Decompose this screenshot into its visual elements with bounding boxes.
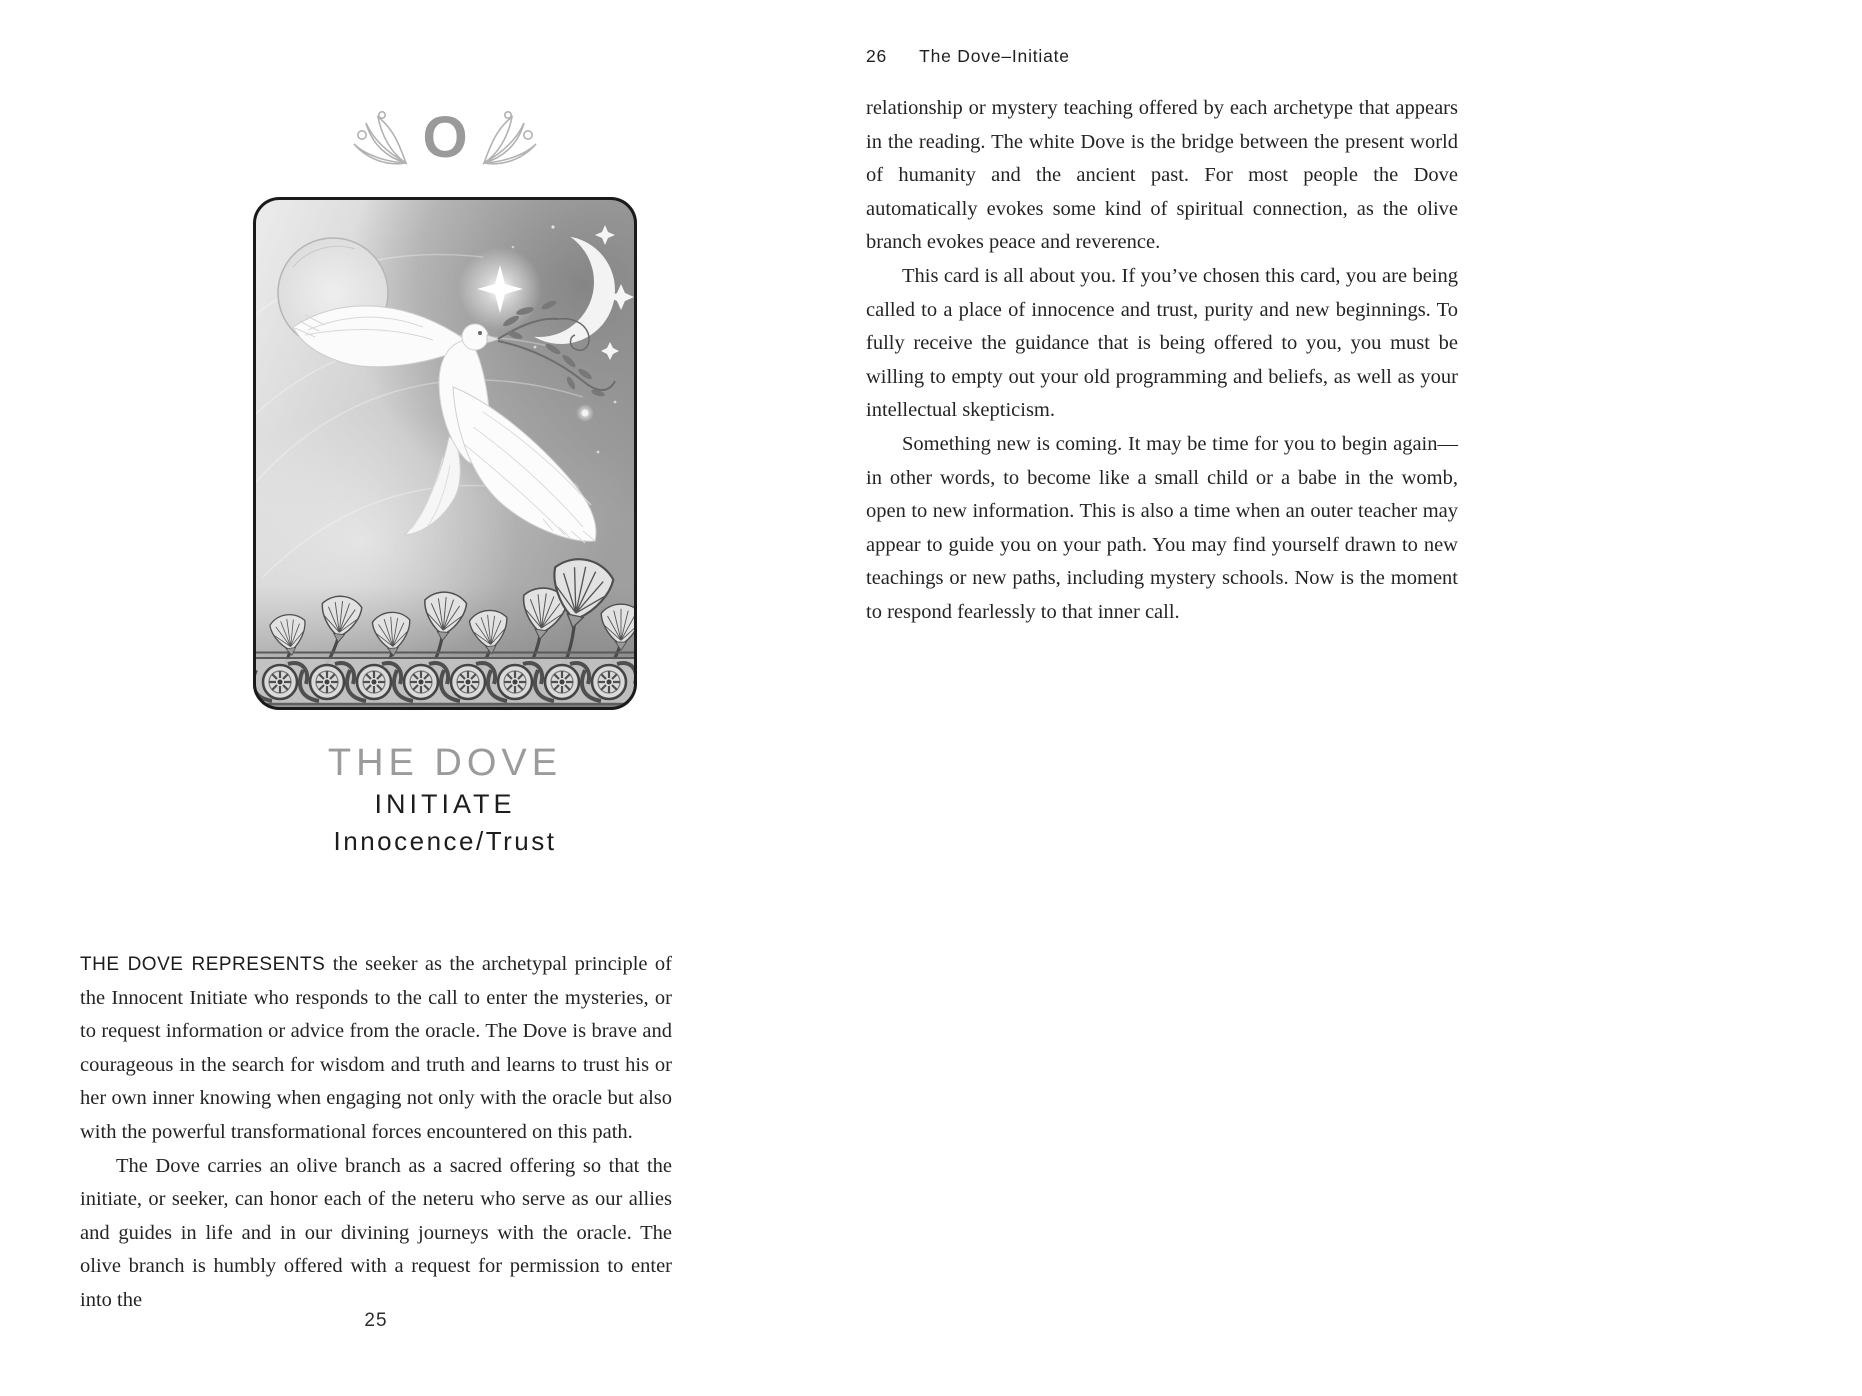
lead-in-text: THE DOVE REPRESENTS [80,954,326,975]
card-subtitle: INITIATE [374,789,516,819]
dove-card-illustration [253,197,637,710]
card-keywords: Innocence/Trust [333,826,557,856]
left-paragraph-1 [80,948,672,1150]
bright-star-icon [458,247,542,331]
left-page-body [80,948,672,1318]
right-page-body [866,92,1458,630]
running-header [866,46,1070,67]
left-paragraph-1-text: the seeker as the archetypal principle of the Innocent Initiate who responds to the call to enter the mysteries, or to request information or advice from the oracle. The Dove is brave and courageous in the search for wisdom and truth and learns to trust his or her own inner knowing when engaging not only with the oracle but also with the powerful transformational forces encountered on this path. [80,953,672,1143]
card-title: THE DOVE [327,742,563,784]
leaf-spray-right-icon [480,107,546,169]
right-page-number: 26 [866,46,888,66]
oracle-card [253,197,637,710]
leaf-spray-left-icon [344,107,410,169]
running-header-title: The Dove–Initiate [919,46,1070,66]
left-page-number: 25 [364,1310,388,1331]
right-paragraph-1: relationship or mystery teaching offered by each archetype that appears in the reading. The white Dove is the bridge between the present world of humanity and the ancient past. For most people the Dove automatically evokes some kind of spiritual connection, as the olive branch evokes peace and reverence. [866,97,1458,254]
left-paragraph-2: The Dove carries an olive branch as a sacred offering so that the initiate, or seeker, can honor each of the neteru who serve as our allies and guides in life and in our divining journeys with the oracle. The olive branch is humbly offered with a request for permission to enter into the [80,1154,672,1311]
card-number: O [422,105,468,170]
right-paragraph-2: This card is all about you. If you’ve chosen this card, you are being called to a place of innocence and trust, purity and new beginnings. To fully receive the guidance that is being offered to you, you must be willing to empty out your old programming and beliefs, as well as your intellectual skepticism. [866,264,1458,422]
card-number-ornament [340,100,550,176]
right-paragraph-3: Something new is coming. It may be time for you to begin again—in other words, to become like a small child or a babe in the womb, open to new information. This is also a time when an outer teacher may appear to guide you on your path. You may find yourself drawn to new teachings or new paths, including mystery schools. Now is the moment to respond fearlessly to that inner call. [866,432,1458,623]
